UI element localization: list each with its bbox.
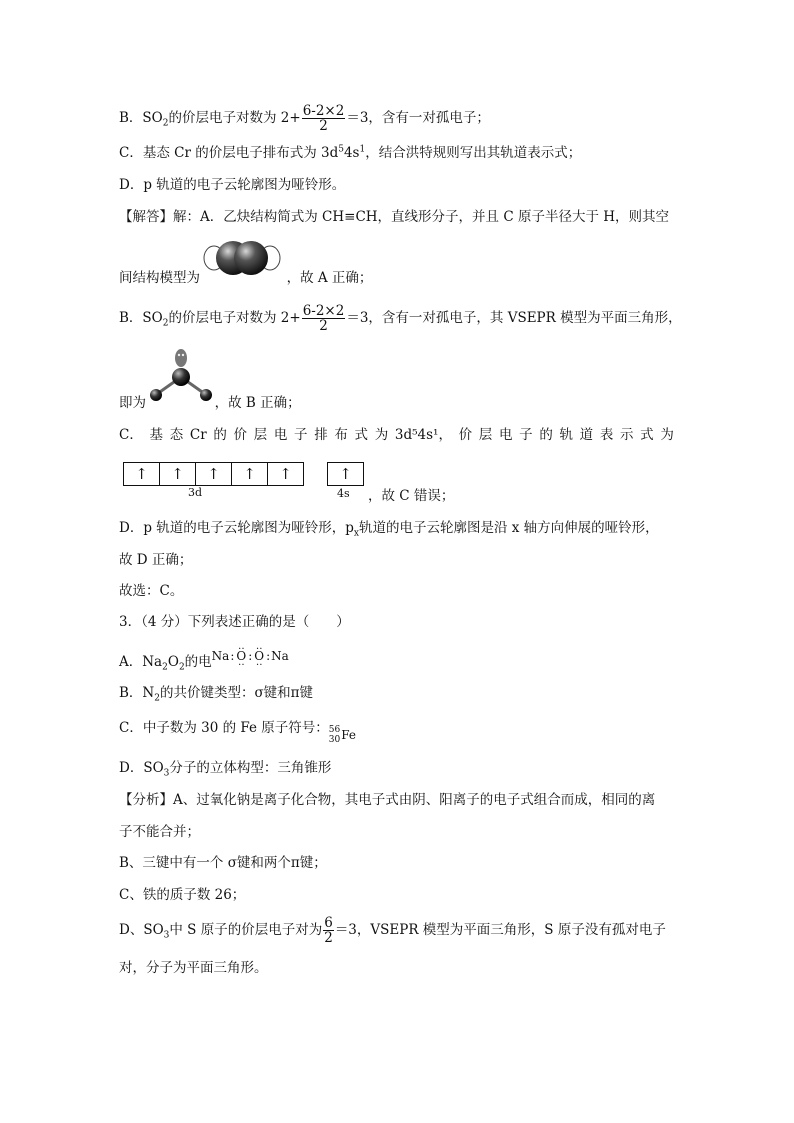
acetylene-space-filling-model-icon bbox=[203, 238, 281, 278]
orbital-diagram-3d bbox=[123, 462, 304, 486]
subscript: 3 bbox=[163, 768, 170, 779]
word: 表 bbox=[599, 427, 614, 443]
q3-option-d bbox=[119, 758, 331, 778]
text: 的共价键类型：σ键和π键 bbox=[159, 685, 314, 701]
word: 轨 bbox=[559, 427, 573, 443]
denominator: 2 bbox=[319, 118, 328, 134]
q2-option-b bbox=[119, 104, 490, 133]
word: 态 bbox=[169, 427, 184, 443]
fraction bbox=[323, 916, 334, 945]
word: 示 bbox=[620, 427, 634, 443]
element-symbol: Fe bbox=[341, 728, 357, 742]
q2-answer-c-justified bbox=[119, 425, 674, 445]
fraction bbox=[302, 104, 346, 133]
numerator: 6-2×2 bbox=[302, 303, 345, 319]
word: 的 bbox=[539, 427, 553, 443]
q2-answer-c-post: ，故 C 错误； bbox=[368, 488, 455, 504]
word: 价 bbox=[458, 427, 473, 443]
subscript: 2 bbox=[178, 662, 185, 673]
q3-analysis-line3: B、三键中有一个 σ键和两个π键； bbox=[119, 855, 327, 871]
isotope-symbol bbox=[329, 725, 356, 745]
word: 基 bbox=[149, 427, 164, 443]
word: 电 bbox=[273, 427, 288, 443]
orbital-box: ↑ bbox=[160, 463, 196, 485]
text: D、SO bbox=[119, 922, 164, 938]
text: A．Na bbox=[119, 654, 163, 670]
q2-choice: 故选：C。 bbox=[119, 583, 184, 599]
word: 道 bbox=[579, 427, 594, 443]
word: 电 bbox=[498, 427, 513, 443]
text: ＝3，VSEPR 模型为平面三角形，S 原子没有孤对电子 bbox=[334, 922, 666, 938]
superscript: 1 bbox=[359, 144, 366, 155]
text: D．p 轨道的电子云轮廓图为哑铃形，p bbox=[119, 520, 354, 536]
orbital-box: ↑ bbox=[124, 463, 160, 485]
subscript: 2 bbox=[162, 662, 168, 673]
label-4s: 4s bbox=[337, 487, 350, 500]
text: B．SO bbox=[119, 110, 163, 126]
q3-analysis-line5 bbox=[119, 916, 666, 945]
word: 布 bbox=[334, 427, 348, 443]
text: B．N bbox=[119, 685, 155, 701]
subscript: 2 bbox=[162, 118, 169, 129]
subscript: 2 bbox=[154, 693, 160, 704]
word: 式 bbox=[640, 427, 654, 443]
text: 的价层电子对数为 2+ bbox=[168, 310, 301, 326]
word: 式 bbox=[354, 427, 369, 443]
text: C．基态 Cr 的价层电子排布式为 3d bbox=[119, 145, 339, 161]
q3-analysis-line6: 对，分子为平面三角形。 bbox=[119, 960, 268, 976]
text: 间结构模型为 bbox=[119, 270, 200, 286]
text: ，结合洪特规则写出其轨道表示式； bbox=[365, 145, 582, 161]
orbital-box: ↑ bbox=[196, 463, 232, 485]
word: C． bbox=[119, 427, 143, 443]
q2-answer-b bbox=[119, 304, 682, 333]
mass-number: 56 bbox=[328, 725, 341, 735]
denominator: 2 bbox=[319, 318, 328, 334]
word: 为 bbox=[374, 427, 389, 443]
text: 分子的立体构型：三角锥形 bbox=[169, 760, 332, 776]
atomic-number: 30 bbox=[328, 735, 341, 745]
numerator: 6 bbox=[324, 915, 333, 931]
word: 价 bbox=[233, 427, 247, 443]
q3-analysis-line1: 【分析】A、过氧化钠是离子化合物，其电子式由阴、阳离子的电子式组合而成，相同的离 bbox=[119, 792, 656, 808]
subscript: 3 bbox=[163, 930, 170, 941]
fraction bbox=[302, 304, 346, 333]
q2-option-d: D．p 轨道的电子云轮廓图为哑铃形。 bbox=[119, 177, 346, 193]
q2-answer-a-line1: 【解答】解：A．乙炔结构简式为 CH≡CH，直线形分子，并且 C 原子半径大于 H，则其空 bbox=[119, 209, 670, 225]
word: 子 bbox=[519, 427, 533, 443]
q3-analysis-line4: C、铁的质子数 26； bbox=[119, 887, 246, 903]
text: ，故 B 正确； bbox=[214, 395, 301, 411]
text: O bbox=[167, 654, 179, 670]
na2o2-electron-formula: Na : ‥ O ‥ : ‥ O ‥ : Na bbox=[212, 646, 289, 666]
subscript: x bbox=[353, 528, 359, 539]
q2-option-c bbox=[119, 143, 581, 163]
q3-analysis-line2: 子不能合并； bbox=[119, 824, 200, 840]
q3-option-a bbox=[119, 649, 289, 673]
text: 的电 bbox=[184, 654, 212, 670]
word: 为 bbox=[660, 427, 674, 443]
text: ＝3，含有一对孤电子，其 VSEPR 模型为平面三角形， bbox=[346, 310, 682, 326]
oxygen-symbol: ‥ O ‥ bbox=[235, 646, 247, 666]
text: 轨道的电子云轮廓图是沿 x 轴方向伸展的哑铃形， bbox=[358, 520, 659, 536]
orbital-diagram-4s bbox=[327, 462, 364, 486]
orbital-box: ↑ bbox=[232, 463, 268, 485]
subscript: 2 bbox=[162, 318, 169, 329]
word: 层 bbox=[253, 427, 268, 443]
q2-answer-b-line2 bbox=[119, 393, 301, 413]
sodium-symbol: Na bbox=[271, 649, 289, 663]
text: ，故 A 正确； bbox=[286, 270, 373, 286]
text: ＝3，含有一对孤电子； bbox=[346, 110, 490, 126]
word: 子 bbox=[294, 427, 308, 443]
superscript: 5 bbox=[338, 144, 344, 155]
word: 3d⁵4s¹， bbox=[394, 427, 452, 443]
text: 即为 bbox=[119, 395, 146, 411]
denominator: 2 bbox=[324, 930, 333, 946]
text: 4s bbox=[343, 145, 360, 161]
text: 中 S 原子的价层电子对为 bbox=[169, 922, 323, 938]
text: C．中子数为 30 的 Fe 原子符号： bbox=[119, 720, 329, 736]
q3-stem: 3．（4 分）下列表述正确的是（ ） bbox=[119, 614, 350, 630]
word: 排 bbox=[314, 427, 328, 443]
word: Cr bbox=[189, 427, 207, 443]
text: D．SO bbox=[119, 760, 164, 776]
oxygen-symbol: ‥ O ‥ bbox=[253, 646, 265, 666]
text: B．SO bbox=[119, 310, 163, 326]
word: 的 bbox=[213, 427, 227, 443]
q2-answer-d-line2: 故 D 正确； bbox=[119, 552, 193, 568]
q2-answer-d-line1 bbox=[119, 518, 659, 538]
q3-option-c bbox=[119, 718, 356, 745]
sodium-symbol: Na bbox=[211, 649, 230, 663]
word: 层 bbox=[478, 427, 493, 443]
text: 的价层电子对数为 2+ bbox=[168, 110, 301, 126]
numerator: 6-2×2 bbox=[302, 103, 345, 119]
label-3d: 3d bbox=[188, 486, 203, 499]
q3-option-b bbox=[119, 683, 313, 703]
orbital-box: ↑ bbox=[279, 465, 292, 483]
orbital-box: ↑ bbox=[339, 465, 352, 483]
